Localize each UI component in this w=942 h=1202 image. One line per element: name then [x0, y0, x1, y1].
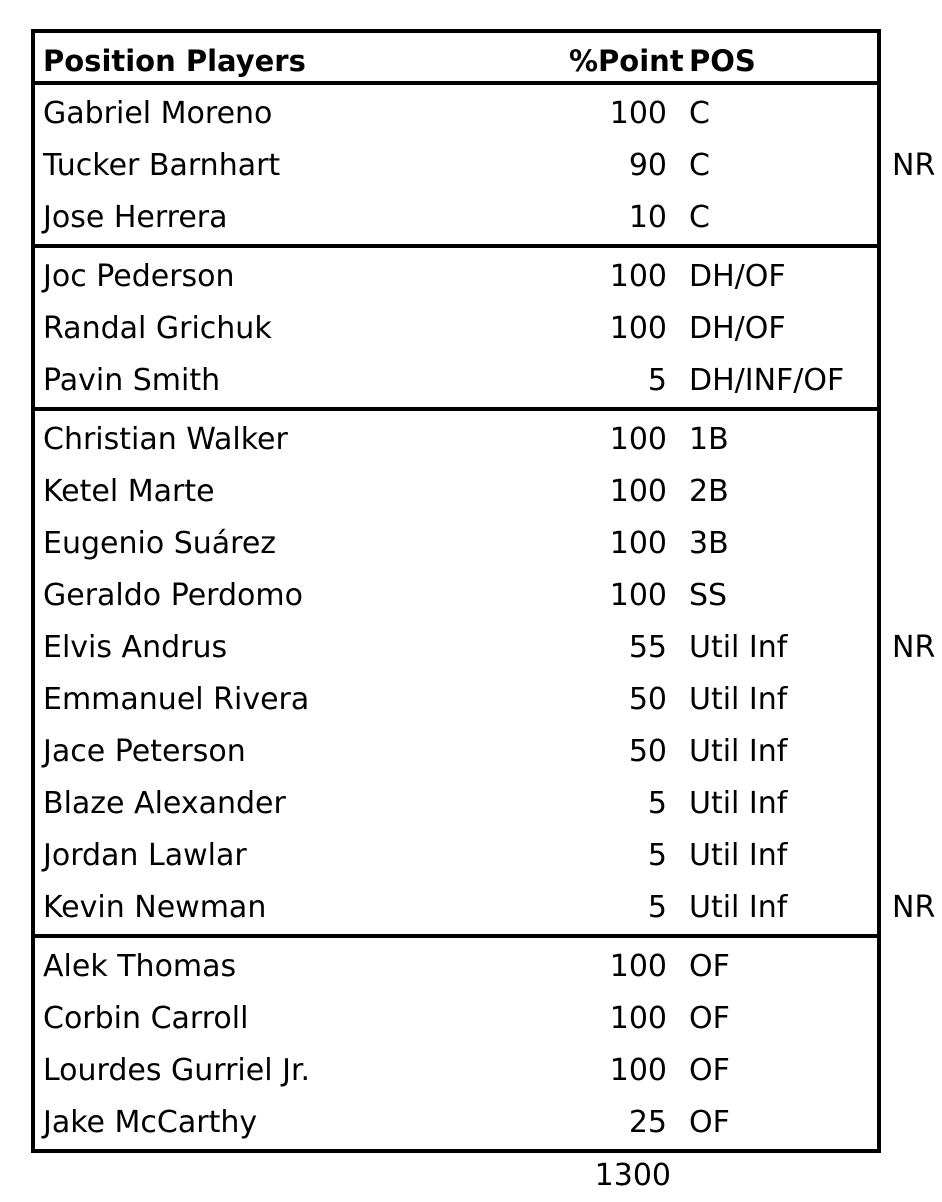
table-row: [35, 355, 877, 407]
point-percent: 100: [609, 474, 667, 509]
player-name: Emmanuel Rivera: [43, 682, 310, 717]
status-flag: NR: [892, 630, 936, 665]
point-percent: 5: [647, 786, 667, 821]
table-row: [35, 570, 877, 622]
player-name: Jose Herrera: [43, 200, 228, 235]
player-name: Blaze Alexander: [43, 786, 286, 821]
player-position: C: [689, 96, 710, 131]
point-percent: 100: [609, 578, 667, 613]
player-name: Alek Thomas: [43, 949, 237, 984]
player-position: OF: [689, 949, 730, 984]
table-row: [35, 830, 877, 882]
table-row: [35, 674, 877, 726]
table-row: [35, 88, 877, 140]
table-row: [35, 518, 877, 570]
point-percent: 50: [628, 682, 667, 717]
player-name: Geraldo Perdomo: [43, 578, 303, 613]
player-position: OF: [689, 1105, 730, 1140]
point-percent: 100: [609, 949, 667, 984]
point-percent: 5: [647, 363, 667, 398]
player-position: 2B: [689, 474, 729, 509]
player-name: Corbin Carroll: [43, 1001, 249, 1036]
status-flag: NR: [892, 148, 936, 183]
table-row: [35, 251, 877, 303]
player-name: Christian Walker: [43, 422, 288, 457]
player-position: Util Inf: [689, 682, 788, 717]
player-position: DH/OF: [689, 259, 786, 294]
table-row: [35, 882, 877, 934]
table-row: [35, 993, 877, 1045]
header-pos: POS: [689, 44, 756, 78]
player-name: Jordan Lawlar: [43, 838, 247, 873]
table-row: [35, 941, 877, 993]
player-group: [35, 251, 877, 411]
player-group: [35, 88, 877, 248]
player-position: Util Inf: [689, 630, 788, 665]
player-name: Ketel Marte: [43, 474, 215, 509]
player-group: [35, 941, 877, 1149]
player-name: Joc Pederson: [43, 259, 235, 294]
point-percent: 25: [628, 1105, 667, 1140]
table-row: [35, 778, 877, 830]
player-position: OF: [689, 1001, 730, 1036]
player-name: Gabriel Moreno: [43, 96, 273, 131]
table-row: [35, 140, 877, 192]
player-position: C: [689, 148, 710, 183]
position-players-table: [31, 29, 881, 1153]
player-group: [35, 414, 877, 938]
player-name: Lourdes Gurriel Jr.: [43, 1053, 311, 1088]
point-percent: 50: [628, 734, 667, 769]
player-position: 1B: [689, 422, 729, 457]
point-percent: 100: [609, 422, 667, 457]
table-row: [35, 414, 877, 466]
point-percent: 100: [609, 526, 667, 561]
table-row: [35, 1097, 877, 1149]
percent-point-total: 1300: [594, 1158, 671, 1193]
table-row: [35, 622, 877, 674]
player-name: Jace Peterson: [43, 734, 246, 769]
player-position: DH/OF: [689, 311, 786, 346]
player-position: Util Inf: [689, 838, 788, 873]
point-percent: 55: [628, 630, 667, 665]
player-groups: [35, 88, 877, 1149]
table-row: [35, 303, 877, 355]
status-flag: NR: [892, 890, 936, 925]
point-percent: 100: [609, 96, 667, 131]
header-point-percent: %Point: [569, 44, 684, 78]
table-row: [35, 192, 877, 244]
player-name: Kevin Newman: [43, 890, 267, 925]
player-name: Elvis Andrus: [43, 630, 228, 665]
player-name: Eugenio Suárez: [43, 526, 277, 561]
table-header: [35, 33, 877, 85]
player-position: Util Inf: [689, 890, 788, 925]
player-position: DH/INF/OF: [689, 363, 845, 398]
point-percent: 100: [609, 259, 667, 294]
table-row: [35, 1045, 877, 1097]
player-position: SS: [689, 578, 728, 613]
player-position: OF: [689, 1053, 730, 1088]
player-position: C: [689, 200, 710, 235]
player-position: Util Inf: [689, 786, 788, 821]
point-percent: 5: [647, 838, 667, 873]
point-percent: 5: [647, 890, 667, 925]
point-percent: 100: [609, 1001, 667, 1036]
player-position: 3B: [689, 526, 729, 561]
player-name: Tucker Barnhart: [43, 148, 281, 183]
player-name: Pavin Smith: [43, 363, 221, 398]
point-percent: 10: [628, 200, 667, 235]
point-percent: 90: [628, 148, 667, 183]
table-row: [35, 726, 877, 778]
point-percent: 100: [609, 311, 667, 346]
header-position-players: Position Players: [43, 44, 306, 78]
player-name: Jake McCarthy: [43, 1105, 258, 1140]
table-row: [35, 466, 877, 518]
player-name: Randal Grichuk: [43, 311, 272, 346]
point-percent: 100: [609, 1053, 667, 1088]
player-position: Util Inf: [689, 734, 788, 769]
